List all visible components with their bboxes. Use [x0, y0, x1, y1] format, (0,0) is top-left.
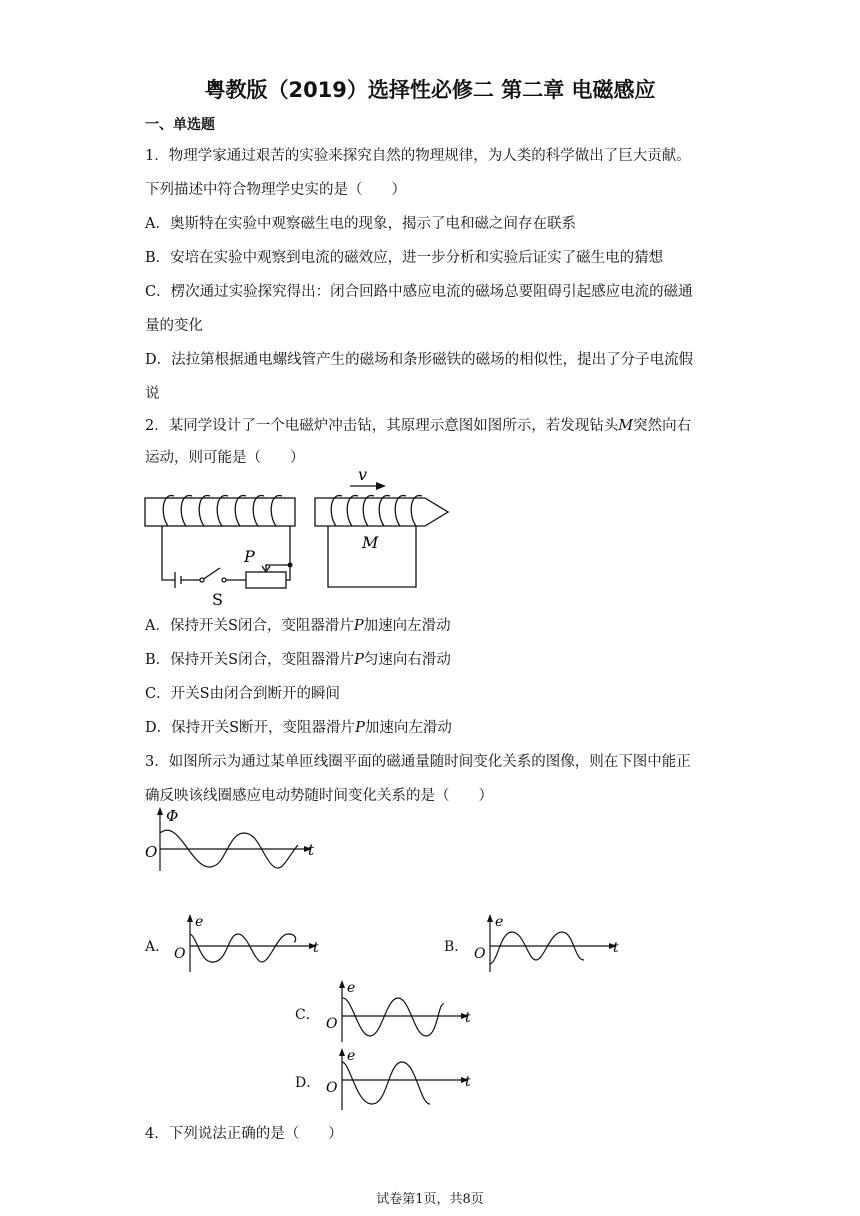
q2-option-a: A．保持开关S闭合，变阻器滑片P加速向左滑动 [145, 618, 451, 634]
svg-text:e: e [347, 980, 356, 996]
q4-stem: 4．下列说法正确的是（ ） [145, 1126, 343, 1142]
q1-option-d-line1: D．法拉第根据通电螺线管产生的磁场和条形磁铁的磁场的相似性，提出了分子电流假 [145, 352, 694, 368]
q3-option-d-graph [322, 1046, 482, 1112]
flux-x-label: t [308, 841, 315, 859]
svg-text:e: e [195, 914, 204, 930]
q3-option-c-label: C． [295, 1007, 320, 1023]
svg-text:O: O [174, 946, 186, 962]
section-heading: 一、单选题 [145, 117, 215, 133]
q3-option-b-graph [470, 912, 630, 974]
page-title: 粤教版（2019）选择性必修二 第二章 电磁感应 [204, 78, 656, 102]
flux-y-label: Φ [166, 807, 179, 825]
q3-option-a-label: A． [145, 939, 170, 955]
q1-option-b: B．安培在实验中观察到电流的磁效应，进一步分析和实验后证实了磁生电的猜想 [145, 250, 664, 266]
page-footer: 试卷第1页，共8页 [376, 1192, 484, 1207]
q3-option-b-label: B． [444, 939, 469, 955]
q1-option-d-line2: 说 [145, 386, 160, 402]
q3-option-c-graph [322, 978, 482, 1044]
q3-stem-line1: 3．如图所示为通过某单匝线圈平面的磁通量随时间变化关系的图像，则在下图中能正 [145, 754, 691, 770]
svg-text:O: O [326, 1016, 338, 1032]
flux-origin-label: O [145, 843, 158, 861]
q1-stem-line2: 下列描述中符合物理学史实的是（ ） [145, 182, 406, 198]
svg-text:O: O [474, 946, 486, 962]
q2-option-c: C．开关S由闭合到断开的瞬间 [145, 686, 341, 702]
svg-text:e: e [495, 914, 504, 930]
q2-option-d: D．保持开关S断开，变阻器滑片P加速向左滑动 [145, 720, 452, 736]
svg-text:t: t [613, 940, 619, 956]
svg-text:e: e [347, 1048, 356, 1064]
fig-label-p: P [244, 547, 255, 566]
q3-option-d-label: D． [295, 1075, 321, 1091]
svg-text:t: t [465, 1010, 471, 1026]
drill-circuit-diagram [140, 460, 460, 610]
fig-label-m: M [362, 533, 379, 552]
q3-stem-line2: 确反映该线圈感应电动势随时间变化关系的是（ ） [145, 788, 493, 804]
q3-option-a-graph [170, 912, 330, 974]
svg-text:O: O [326, 1080, 338, 1096]
q1-option-c-line2: 量的变化 [145, 318, 203, 334]
flux-graph [140, 805, 330, 875]
fig-label-v: v [358, 465, 368, 484]
svg-text:t: t [465, 1074, 471, 1090]
q2-option-b: B．保持开关S闭合，变阻器滑片P匀速向右滑动 [145, 652, 451, 668]
q1-stem-line1: 1．物理学家通过艰苦的实验来探究自然的物理规律，为人类的科学做出了巨大贡献。 [145, 148, 691, 164]
q2-stem-line2: 运动，则可能是（ ） [145, 450, 305, 466]
fig-label-s: S [212, 590, 223, 609]
q1-option-c-line1: C．楞次通过实验探究得出：闭合回路中感应电流的磁场总要阻碍引起感应电流的磁通 [145, 284, 693, 300]
q2-stem-line1: 2．某同学设计了一个电磁炉冲击钻，其原理示意图如图所示，若发现钻头M突然向右 [145, 418, 692, 434]
svg-text:t: t [313, 940, 319, 956]
q1-option-a: A．奥斯特在实验中观察磁生电的现象，揭示了电和磁之间存在联系 [145, 216, 576, 232]
